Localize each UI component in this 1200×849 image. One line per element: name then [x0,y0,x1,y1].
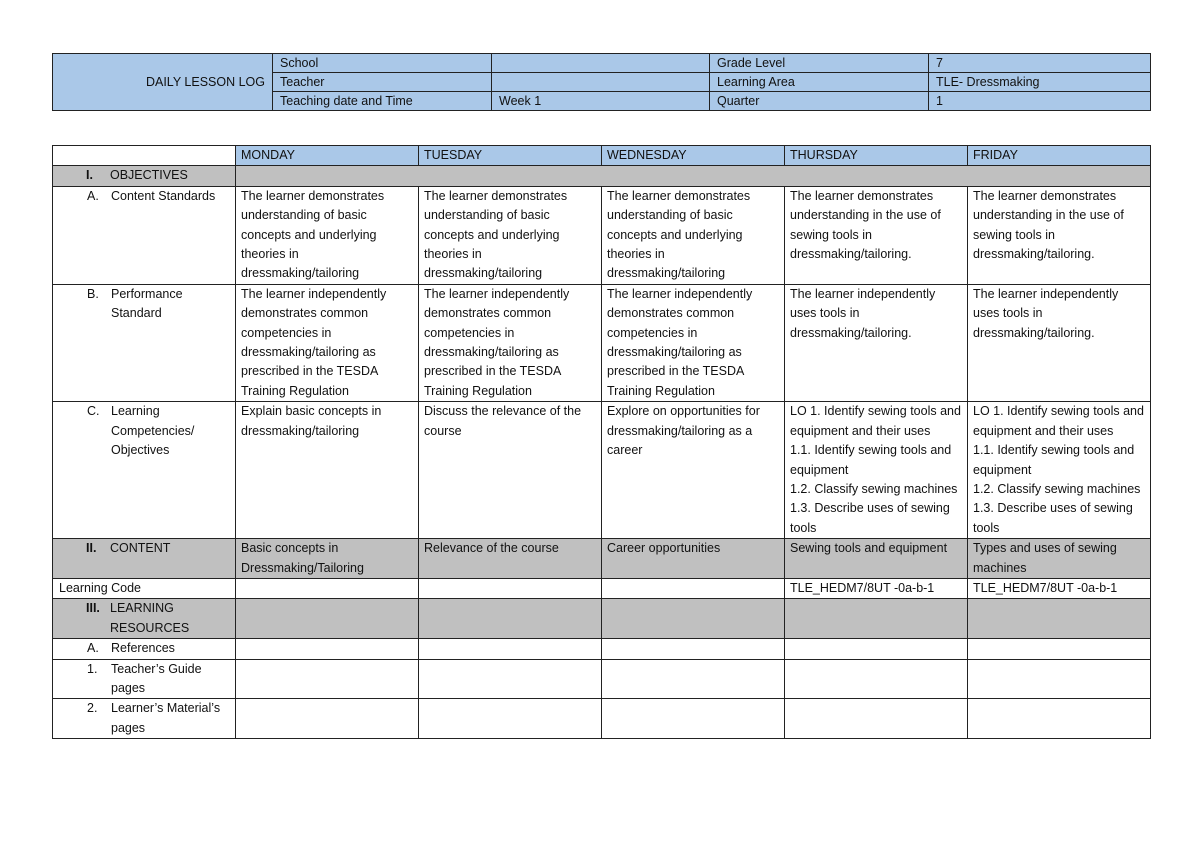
row-letter: 2. [87,701,98,716]
school-value [492,54,710,73]
performance-standard-tuesday: The learner independently demonstrates common competencies in dressmaking/tailoring as prescribed in the TESDA Training Regulation [419,284,602,401]
learning-code-thursday: TLE_HEDM7/8UT -0a-b-1 [785,578,968,598]
performance-standard-thursday: The learner independently uses tools in dressmaking/tailoring. [785,284,968,401]
section-number: II. [86,541,97,556]
empty-cell [602,699,785,739]
row-label: Content Standards [111,188,216,203]
performance-standard-wednesday: The learner independently demonstrates common competencies in dressmaking/tailoring as prescribed in the TESDA Training Regulation [602,284,785,401]
quarter-value: 1 [929,92,1151,111]
row-letter: B. [87,286,99,301]
row-label: Learning Competencies/ Objectives [111,404,195,458]
content-standard-monday: The learner demonstrates understanding of basic concepts and underlying theories in dressmaking/tailoring [236,186,419,284]
grade-level-value: 7 [929,54,1151,73]
lesson-plan-table [52,145,1151,739]
days-header-row [53,146,1151,166]
resources-cell [419,599,602,639]
lesson-log-header-table [52,53,1151,111]
empty-cell [785,659,968,699]
empty-cell [419,699,602,739]
content-monday: Basic concepts in Dressmaking/Tailoring [236,539,419,579]
row-letter: A. [87,188,99,203]
day-friday: FRIDAY [968,146,1151,166]
learning-code-monday [236,578,419,598]
content-row [53,539,1151,579]
teacher-value [492,73,710,92]
learning-code-wednesday [602,578,785,598]
learning-area-value: TLE- Dressmaking [929,73,1151,92]
competency-item: 1.2. Classify sewing machines [973,481,1141,496]
competency-item: 1.1. Identify sewing tools and equipment [790,443,952,477]
day-monday: MONDAY [236,146,419,166]
learning-outcome: LO 1. Identify sewing tools and equipment and their uses [973,404,1144,438]
resources-cell [968,599,1151,639]
empty-cell [602,639,785,659]
performance-standard-friday: The learner independently uses tools in dressmaking/tailoring. [968,284,1151,401]
performance-standard-row [53,284,1151,401]
empty-cell [968,699,1151,739]
content-standard-tuesday: The learner demonstrates understanding of basic concepts and underlying theories in dressmaking/tailoring [419,186,602,284]
row-label: Performance Standard [111,286,183,321]
empty-cell [236,659,419,699]
learners-material-label-cell [53,699,236,739]
learning-competencies-row [53,402,1151,539]
learning-resources-row [53,599,1151,639]
learning-code-tuesday [419,578,602,598]
corner-cell [53,146,236,166]
row-label: References [111,641,175,656]
empty-cell [419,659,602,699]
day-tuesday: TUESDAY [419,146,602,166]
content-standard-friday: The learner demonstrates understanding in the use of sewing tools in dressmaking/tailoring. [968,186,1151,284]
empty-cell [602,659,785,699]
resources-cell [785,599,968,639]
section-number: I. [86,168,93,183]
objectives-heading [53,166,236,186]
teachers-guide-row [53,659,1151,699]
day-wednesday: WEDNESDAY [602,146,785,166]
content-standards-row [53,186,1151,284]
competency-tuesday: Discuss the relevance of the course [419,402,602,539]
learning-resources-heading [53,599,236,639]
teaching-date-value: Week 1 [492,92,710,111]
content-standards-label-cell [53,186,236,284]
competency-item: 1.3. Describe uses of sewing tools [790,501,950,535]
performance-standard-label-cell [53,284,236,401]
school-label: School [273,54,492,73]
learning-code-label: Learning Code [53,578,236,598]
learners-material-row [53,699,1151,739]
quarter-label: Quarter [710,92,929,111]
references-row [53,639,1151,659]
references-label-cell [53,639,236,659]
content-friday: Types and uses of sewing machines [968,539,1151,579]
section-number: III. [86,601,100,616]
competency-item: 1.1. Identify sewing tools and equipment [973,443,1135,477]
empty-cell [968,639,1151,659]
competency-wednesday: Explore on opportunities for dressmaking/tailoring as a career [602,402,785,539]
content-tuesday: Relevance of the course [419,539,602,579]
section-label: CONTENT [110,541,171,556]
empty-cell [419,639,602,659]
row-letter: A. [87,641,99,656]
row-label: Learner’s Material’s pages [111,701,221,735]
document-title: DAILY LESSON LOG [53,54,273,111]
learning-competencies-label-cell [53,402,236,539]
empty-cell [968,659,1151,699]
teachers-guide-label-cell [53,659,236,699]
performance-standard-monday: The learner independently demonstrates common competencies in dressmaking/tailoring as prescribed in the TESDA Training Regulation [236,284,419,401]
section-label: OBJECTIVES [110,168,188,183]
empty-cell [785,699,968,739]
grade-level-label: Grade Level [710,54,929,73]
learning-code-row [53,578,1151,598]
row-letter: 1. [87,661,98,676]
objectives-spacer [236,166,1151,186]
day-thursday: THURSDAY [785,146,968,166]
competency-thursday [785,402,968,539]
row-letter: C. [87,404,100,419]
objectives-section-row [53,166,1151,186]
learning-outcome: LO 1. Identify sewing tools and equipment and their uses [790,404,961,438]
empty-cell [785,639,968,659]
competency-item: 1.2. Classify sewing machines [790,481,958,496]
content-wednesday: Career opportunities [602,539,785,579]
section-label: LEARNING RESOURCES [110,601,190,635]
empty-cell [236,699,419,739]
content-standard-wednesday: The learner demonstrates understanding of basic concepts and underlying theories in dressmaking/tailoring [602,186,785,284]
content-thursday: Sewing tools and equipment [785,539,968,579]
competency-item: 1.3. Describe uses of sewing tools [973,501,1133,535]
resources-cell [602,599,785,639]
row-label: Teacher’s Guide pages [111,661,202,695]
competency-friday [968,402,1151,539]
empty-cell [236,639,419,659]
competency-monday: Explain basic concepts in dressmaking/tailoring [236,402,419,539]
resources-cell [236,599,419,639]
learning-area-label: Learning Area [710,73,929,92]
content-standard-thursday: The learner demonstrates understanding in the use of sewing tools in dressmaking/tailoring. [785,186,968,284]
content-heading [53,539,236,579]
teaching-date-label: Teaching date and Time [273,92,492,111]
learning-code-friday: TLE_HEDM7/8UT -0a-b-1 [968,578,1151,598]
teacher-label: Teacher [273,73,492,92]
